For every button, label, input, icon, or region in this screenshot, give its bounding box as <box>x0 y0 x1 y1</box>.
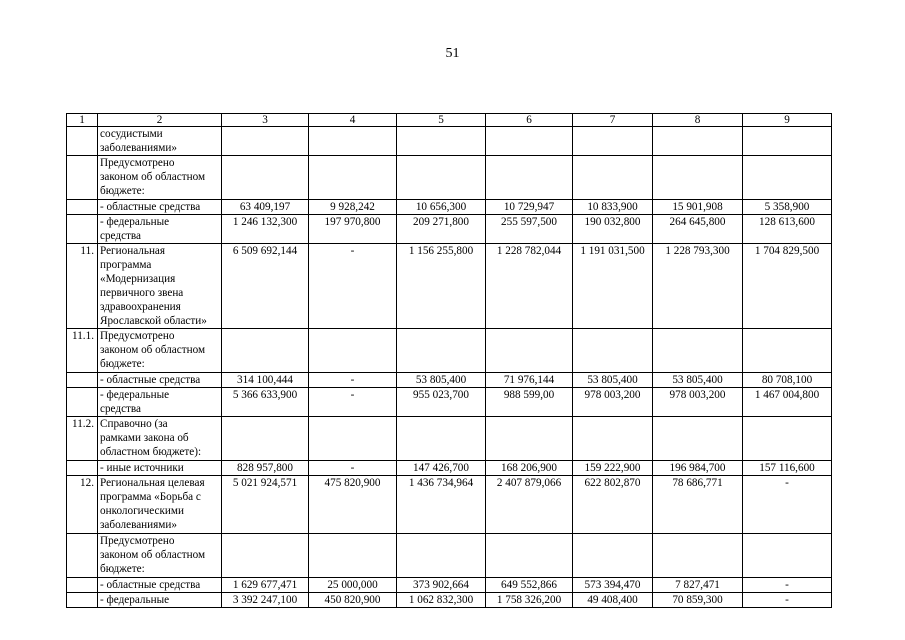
table-header-row <box>67 114 832 127</box>
table-cell: - <box>743 593 832 608</box>
row-description: - иные источники <box>98 461 222 476</box>
table-row <box>67 388 832 417</box>
table-cell <box>309 127 397 156</box>
table-cell <box>309 329 397 373</box>
table-row <box>67 476 832 534</box>
table-cell <box>743 156 832 200</box>
row-description: - федеральные средства <box>98 215 222 244</box>
table-cell <box>397 329 486 373</box>
table-cell <box>573 127 653 156</box>
row-description: Региональная целевая программа «Борьба с онкологическими заболеваниями» <box>98 476 222 534</box>
table-cell: 159 222,900 <box>573 461 653 476</box>
table-cell: 1 228 793,300 <box>653 244 743 329</box>
column-header: 1 <box>67 114 98 127</box>
row-number <box>67 534 98 578</box>
row-number: 11.1. <box>67 329 98 373</box>
table-cell: 53 805,400 <box>653 373 743 388</box>
column-header: 6 <box>486 114 573 127</box>
row-description: - федеральные средства <box>98 388 222 417</box>
table-row <box>67 593 832 608</box>
table-cell <box>743 127 832 156</box>
table-row <box>67 244 832 329</box>
table-cell: 10 729,947 <box>486 200 573 215</box>
row-number <box>67 156 98 200</box>
table-row <box>67 127 832 156</box>
table-cell <box>573 156 653 200</box>
table-cell: 978 003,200 <box>573 388 653 417</box>
table-cell <box>397 417 486 461</box>
row-number <box>67 215 98 244</box>
table-cell: 25 000,000 <box>309 578 397 593</box>
table-cell: 53 805,400 <box>573 373 653 388</box>
table-cell: 157 116,600 <box>743 461 832 476</box>
row-description: Справочно (за рамками закона об областном бюджете): <box>98 417 222 461</box>
table-cell: 1 156 255,800 <box>397 244 486 329</box>
table-cell: 10 656,300 <box>397 200 486 215</box>
table-cell: 1 191 031,500 <box>573 244 653 329</box>
table-cell <box>309 417 397 461</box>
table-cell: 128 613,600 <box>743 215 832 244</box>
row-number: 11.2. <box>67 417 98 461</box>
table-cell: 1 228 782,044 <box>486 244 573 329</box>
table-cell: 978 003,200 <box>653 388 743 417</box>
row-number <box>67 388 98 417</box>
table-cell <box>653 329 743 373</box>
table-cell: 78 686,771 <box>653 476 743 534</box>
table-cell <box>573 534 653 578</box>
row-number <box>67 200 98 215</box>
table-cell: 147 426,700 <box>397 461 486 476</box>
table-cell: 3 392 247,100 <box>222 593 309 608</box>
column-header: 7 <box>573 114 653 127</box>
table-cell: 197 970,800 <box>309 215 397 244</box>
table-cell: 622 802,870 <box>573 476 653 534</box>
table-cell: 5 358,900 <box>743 200 832 215</box>
table-cell <box>573 417 653 461</box>
table-cell <box>222 156 309 200</box>
column-header: 8 <box>653 114 743 127</box>
table-cell: - <box>743 578 832 593</box>
row-number <box>67 578 98 593</box>
table-row <box>67 417 832 461</box>
row-description: - областные средства <box>98 200 222 215</box>
table-row <box>67 156 832 200</box>
table-cell: 255 597,500 <box>486 215 573 244</box>
table-cell: 49 408,400 <box>573 593 653 608</box>
table-cell: 314 100,444 <box>222 373 309 388</box>
budget-table <box>66 113 832 608</box>
table-cell: 63 409,197 <box>222 200 309 215</box>
table-cell: 2 407 879,066 <box>486 476 573 534</box>
table-cell: 80 708,100 <box>743 373 832 388</box>
table-row <box>67 578 832 593</box>
table-cell <box>397 127 486 156</box>
table-cell: 1 436 734,964 <box>397 476 486 534</box>
table-cell: 71 976,144 <box>486 373 573 388</box>
table-cell <box>743 417 832 461</box>
table-cell <box>309 534 397 578</box>
table-row <box>67 373 832 388</box>
table-cell <box>653 534 743 578</box>
table-row <box>67 461 832 476</box>
table-cell: 1 467 004,800 <box>743 388 832 417</box>
row-description: сосудистыми заболеваниями» <box>98 127 222 156</box>
table-cell <box>486 127 573 156</box>
table-cell <box>397 156 486 200</box>
table-cell: - <box>743 476 832 534</box>
table-cell: - <box>309 461 397 476</box>
table-cell: 5 366 633,900 <box>222 388 309 417</box>
table-cell: 1 062 832,300 <box>397 593 486 608</box>
table-cell <box>309 156 397 200</box>
table-cell <box>222 534 309 578</box>
table-cell: 5 021 924,571 <box>222 476 309 534</box>
table-cell: 1 758 326,200 <box>486 593 573 608</box>
table-cell: 828 957,800 <box>222 461 309 476</box>
table-cell: 70 859,300 <box>653 593 743 608</box>
table-cell: 9 928,242 <box>309 200 397 215</box>
table-cell <box>486 156 573 200</box>
row-description: Предусмотрено законом об областном бюджете: <box>98 329 222 373</box>
table-cell: 450 820,900 <box>309 593 397 608</box>
row-number: 11. <box>67 244 98 329</box>
table-cell <box>397 534 486 578</box>
table-cell: 196 984,700 <box>653 461 743 476</box>
table-row <box>67 200 832 215</box>
row-number <box>67 593 98 608</box>
table-cell: 573 394,470 <box>573 578 653 593</box>
table-cell: - <box>309 373 397 388</box>
column-header: 3 <box>222 114 309 127</box>
table-cell: 168 206,900 <box>486 461 573 476</box>
row-description: Региональная программа «Модернизация первичного звена здравоохранения Ярославской области» <box>98 244 222 329</box>
table-cell: 53 805,400 <box>397 373 486 388</box>
table-cell: 264 645,800 <box>653 215 743 244</box>
table-cell <box>653 417 743 461</box>
table-cell: 955 023,700 <box>397 388 486 417</box>
column-header: 2 <box>98 114 222 127</box>
table-cell <box>653 127 743 156</box>
row-number <box>67 461 98 476</box>
row-number: 12. <box>67 476 98 534</box>
table-cell: 373 902,664 <box>397 578 486 593</box>
table-row <box>67 329 832 373</box>
table-cell <box>486 417 573 461</box>
table-cell: - <box>309 244 397 329</box>
table-cell: 1 246 132,300 <box>222 215 309 244</box>
row-description: - федеральные <box>98 593 222 608</box>
row-description: Предусмотрено законом об областном бюджете: <box>98 156 222 200</box>
table-cell: 209 271,800 <box>397 215 486 244</box>
table-cell <box>743 329 832 373</box>
table-cell: 1 629 677,471 <box>222 578 309 593</box>
page-number: 51 <box>445 46 460 61</box>
column-header: 4 <box>309 114 397 127</box>
table-cell: 1 704 829,500 <box>743 244 832 329</box>
table-cell: 649 552,866 <box>486 578 573 593</box>
table-cell <box>486 534 573 578</box>
table-cell <box>743 534 832 578</box>
table-cell <box>222 417 309 461</box>
table-cell: 6 509 692,144 <box>222 244 309 329</box>
row-description: - областные средства <box>98 373 222 388</box>
table-cell: - <box>309 388 397 417</box>
table-cell: 15 901,908 <box>653 200 743 215</box>
table-row <box>67 215 832 244</box>
table-cell: 190 032,800 <box>573 215 653 244</box>
row-number <box>67 127 98 156</box>
table-cell: 475 820,900 <box>309 476 397 534</box>
table-cell: 988 599,00 <box>486 388 573 417</box>
table-cell: 7 827,471 <box>653 578 743 593</box>
column-header: 5 <box>397 114 486 127</box>
row-number <box>67 373 98 388</box>
table-row <box>67 534 832 578</box>
table-cell <box>573 329 653 373</box>
row-description: Предусмотрено законом об областном бюджете: <box>98 534 222 578</box>
row-description: - областные средства <box>98 578 222 593</box>
table-cell <box>222 127 309 156</box>
column-header: 9 <box>743 114 832 127</box>
table-cell <box>486 329 573 373</box>
table-cell <box>653 156 743 200</box>
table-cell <box>222 329 309 373</box>
table-cell: 10 833,900 <box>573 200 653 215</box>
